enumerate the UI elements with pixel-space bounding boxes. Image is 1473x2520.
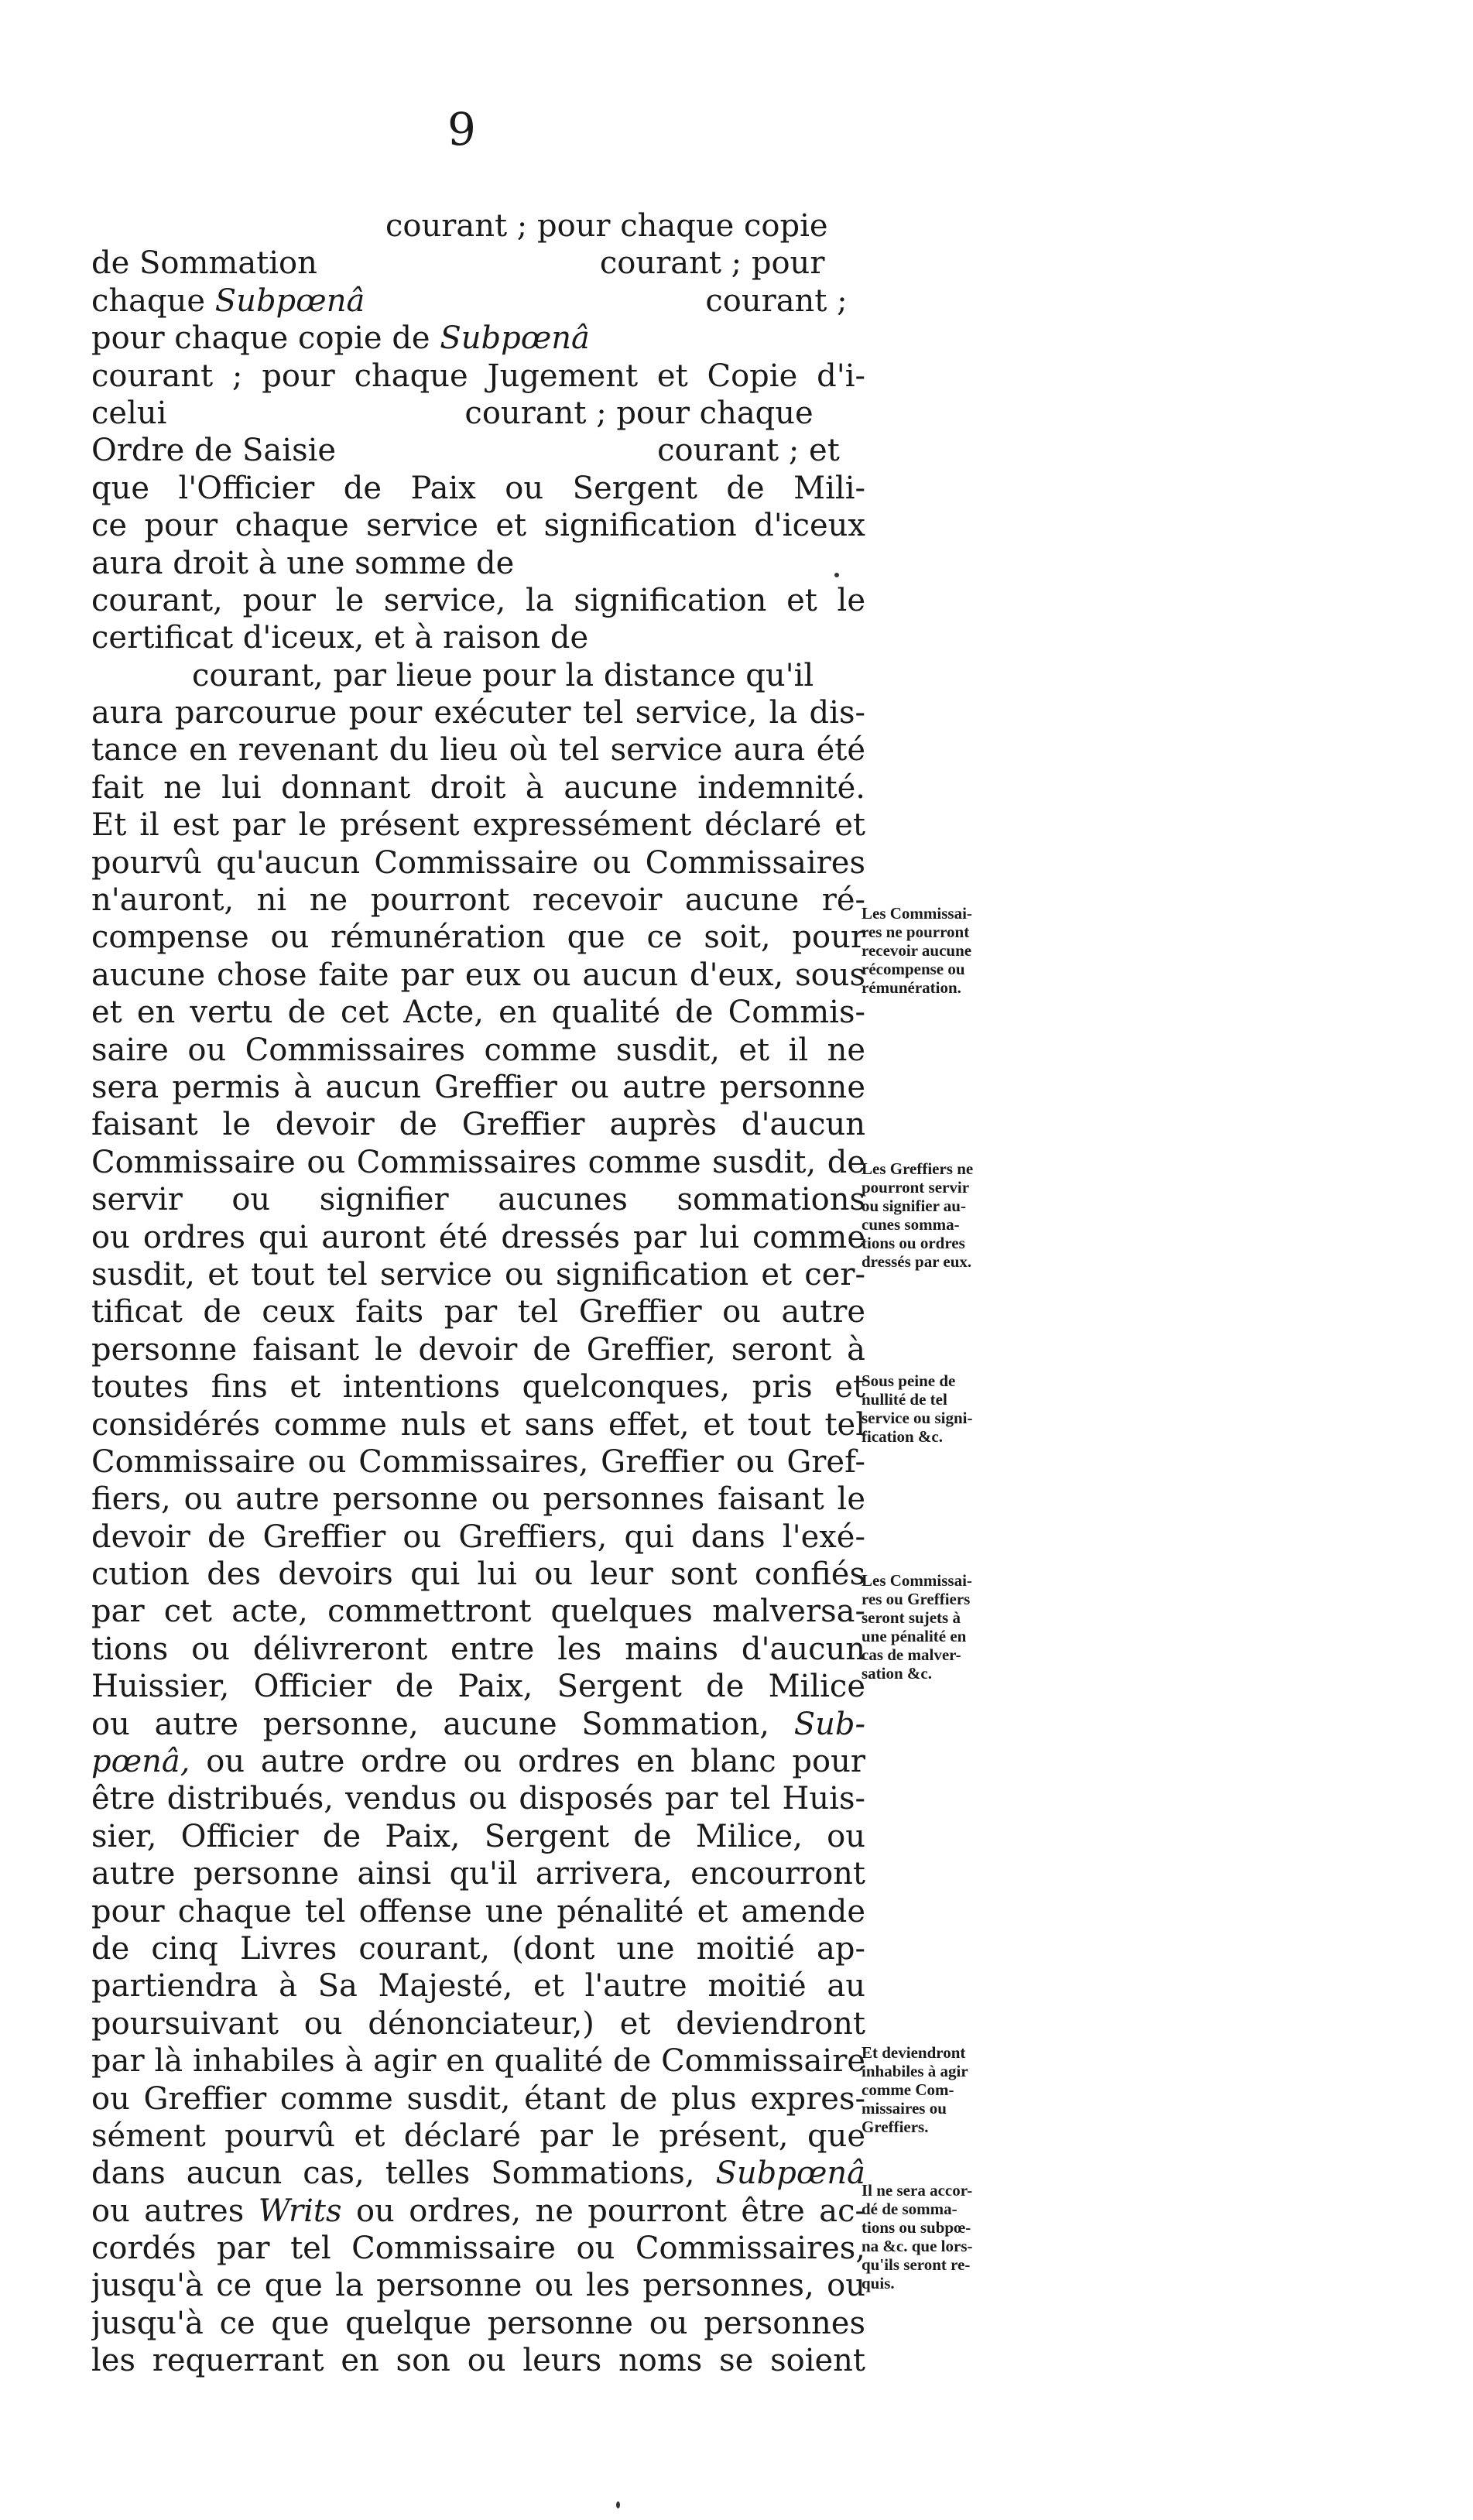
text-line: courant, pour le service, la signification et le — [91, 582, 865, 618]
text-line: que l'Officier de Paix ou Sergent de Mili- — [91, 470, 865, 506]
text-line: les requerrant en son ou leurs noms se soient — [91, 2343, 865, 2379]
text-line: considérés comme nuls et sans effet, et tout tel — [91, 1406, 865, 1443]
text-line: personne faisant le devoir de Greffier, seront à — [91, 1331, 865, 1368]
text-line: Commissaire ou Commissaires, Greffier ou Gref- — [91, 1443, 865, 1480]
text-line: compense ou rémunération que ce soit, pour — [91, 919, 865, 956]
margin-note: Il ne sera accor- dé de somma- tions ou subpœ- na &c. que lors- qu'ils seront re- quis. — [862, 2181, 973, 2292]
text-line: faisant le devoir de Greffier auprès d'aucun — [91, 1107, 865, 1143]
text-line: par là inhabiles à agir en qualité de Commissaire — [91, 2043, 865, 2080]
text-line: de cinq Livres courant, (dont une moitié ap- — [91, 1930, 865, 1967]
margin-note: Sous peine de nullité de tel service ou signi- fication &c. — [862, 1371, 973, 1446]
text-line: Ordre de Saisie courant ; et — [91, 433, 840, 469]
text-line: ou Greffier comme susdit, étant de plus expres- — [91, 2080, 865, 2117]
text-line: courant ; pour chaque copie — [385, 208, 828, 244]
text-line: servir ou signifier aucunes sommations — [91, 1182, 865, 1218]
text-line: pœnâ, ou autre ordre ou ordres en blanc pour — [91, 1744, 865, 1780]
text-line: jusqu'à ce que quelque personne ou personnes — [91, 2305, 865, 2341]
text-line: tions ou délivreront entre les mains d'aucun — [91, 1631, 865, 1667]
text-line: chaque Subpœnâ courant ; — [91, 282, 848, 319]
text-line: certificat d'iceux, et à raison de — [91, 620, 589, 656]
margin-note: Les Commissai- res ne pourront recevoir aucune récompense ou rémunération. — [862, 904, 972, 997]
text-line: dans aucun cas, telles Sommations, Subpœnâ — [91, 2155, 865, 2192]
text-line: de Sommation courant ; pour — [91, 245, 825, 282]
text-line: sera permis à aucun Greffier ou autre personne — [91, 1069, 865, 1105]
text-line: ou autre personne, aucune Sommation, Sub- — [91, 1706, 865, 1742]
text-line: ou ordres qui auront été dressés par lui comme — [91, 1219, 865, 1255]
text-line: partiendra à Sa Majesté, et l'autre moitié au — [91, 1968, 865, 2005]
margin-note: Les Greffiers ne pourront servir ou signifier au- cunes somma- tions ou ordres dressés par eux. — [862, 1159, 974, 1271]
text-line: courant ; pour chaque Jugement et Copie d'i- — [91, 358, 865, 394]
text-line: aucune chose faite par eux ou aucun d'eux, sous — [91, 957, 865, 993]
text-line: sément pourvû et déclaré par le présent, que — [91, 2118, 865, 2154]
text-line: et en vertu de cet Acte, en qualité de Commis- — [91, 995, 865, 1031]
text-line: n'auront, ni ne pourront recevoir aucune ré- — [91, 882, 865, 919]
text-line: saire ou Commissaires comme susdit, et il ne — [91, 1032, 865, 1068]
text-line: pourvû qu'aucun Commissaire ou Commissaires — [91, 844, 865, 881]
margin-note: Et deviendront inhabiles à agir comme Com- missaires ou Greffiers. — [862, 2043, 968, 2136]
text-line: devoir de Greffier ou Greffiers, qui dans l'exé- — [91, 1519, 865, 1555]
text-line: pour chaque tel offense une pénalité et amende — [91, 1893, 865, 1929]
text-line: fiers, ou autre personne ou personnes faisant le — [91, 1481, 865, 1518]
text-line: susdit, et tout tel service ou signification et cer- — [91, 1256, 865, 1293]
text-line: ce pour chaque service et signification d'iceux — [91, 508, 865, 544]
text-line: aura droit à une somme de — [91, 545, 515, 581]
page-number: 9 — [447, 103, 476, 156]
ink-speck — [616, 2501, 620, 2508]
body-text — [91, 207, 865, 2380]
text-line: cution des devoirs qui lui ou leur sont confiés — [91, 1556, 865, 1593]
text-line: jusqu'à ce que la personne ou les personnes, ou — [91, 2268, 865, 2304]
ink-speck — [834, 573, 839, 577]
text-line: sier, Officier de Paix, Sergent de Milice, ou — [91, 1818, 865, 1854]
text-line: être distribués, vendus ou disposés par tel Huis- — [91, 1781, 865, 1817]
text-line: pour chaque copie de Subpœnâ — [91, 320, 590, 357]
text-line: aura parcourue pour exécuter tel service, la dis- — [91, 695, 865, 731]
text-line: tance en revenant du lieu où tel service aura été — [91, 732, 865, 769]
text-line: cordés par tel Commissaire ou Commissaires, — [91, 2231, 865, 2267]
margin-note: Les Commissai- res ou Greffiers seront sujets à une pénalité en cas de malver- sation &c. — [862, 1571, 972, 1683]
text-line: courant, par lieue pour la distance qu'il — [192, 657, 814, 693]
text-line: Huissier, Officier de Paix, Sergent de Milice — [91, 1669, 865, 1705]
text-line: toutes fins et intentions quelconques, pris et — [91, 1369, 865, 1406]
text-line: par cet acte, commettront quelques malversa- — [91, 1594, 865, 1630]
text-line: celui courant ; pour chaque — [91, 395, 814, 431]
text-line: Et il est par le présent expressément déclaré et — [91, 807, 865, 844]
text-line: autre personne ainsi qu'il arrivera, encourront — [91, 1856, 865, 1892]
text-line: ou autres Writs ou ordres, ne pourront être ac- — [91, 2193, 865, 2229]
text-line: poursuivant ou dénonciateur,) et deviendront — [91, 2005, 865, 2042]
text-line: tificat de ceux faits par tel Greffier ou autre — [91, 1294, 865, 1330]
text-line: Commissaire ou Commissaires comme susdit, de — [91, 1144, 865, 1180]
text-line: fait ne lui donnant droit à aucune indemnité. — [91, 769, 865, 806]
